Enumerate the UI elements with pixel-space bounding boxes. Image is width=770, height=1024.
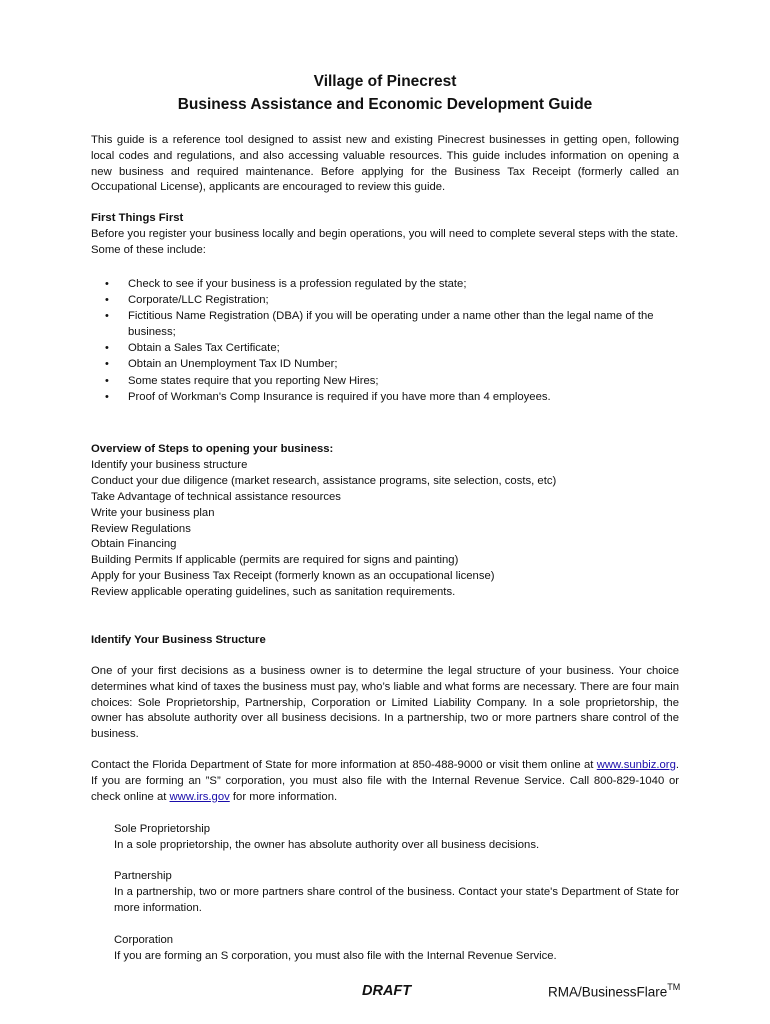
contact-text: Contact the Florida Department of State for more information at 850-488-9000 or visit them online at: [91, 759, 597, 771]
list-item: [91, 389, 679, 405]
structure-type-name: Partnership: [114, 870, 172, 882]
step-item: Review Regulations: [91, 522, 191, 535]
bullet-icon: •: [105, 390, 109, 403]
first-things-heading: First Things First: [91, 212, 184, 224]
list-item: [91, 276, 679, 292]
step-item: Write your business plan: [91, 506, 215, 519]
list-item-text: Some states require that you reporting New Hires;: [128, 374, 379, 387]
structure-type-name: Sole Proprietorship: [114, 823, 211, 835]
bullet-icon: •: [105, 294, 109, 307]
bullet-icon: •: [105, 342, 109, 355]
list-item-text: Corporate/LLC Registration;: [128, 294, 269, 307]
document-title: Village of Pinecrest: [313, 73, 457, 90]
structure-paragraph: One of your first decisions as a business owner is to determine the legal structure of your business. Your choice determines what kind of taxes the business must pay, who’s liable and what forms are necessary. There are four main choices: Sole Proprietorship, Partnership, Corporation or Limited Liability Company. In a sole proprietorship, the owner has absolute authority over all business decisions. In a partnership, two or more partners share control of the business.: [91, 665, 679, 741]
step-item: Take Advantage of technical assistance resources: [91, 490, 341, 503]
list-item-text: Fictitious Name Registration (DBA) if you will be operating under a name other than the legal name of the business;: [128, 310, 654, 339]
step-item: Review applicable operating guidelines, such as sanitation requirements.: [91, 586, 456, 599]
footer-brand-text: RMA/BusinessFlare: [548, 984, 668, 1000]
list-item-text: Check to see if your business is a profession regulated by the state;: [128, 278, 467, 290]
structure-type-name: Corporation: [114, 934, 174, 946]
bullet-icon: •: [105, 358, 109, 371]
sunbiz-link[interactable]: www.sunbiz.org: [596, 759, 676, 771]
sole-proprietorship-section: [114, 822, 679, 854]
step-item: Identify your business structure: [91, 458, 248, 471]
structure-type-desc: If you are forming an S corporation, you must also file with the Internal Revenue Service.: [114, 949, 557, 962]
corporation-section: [114, 933, 679, 965]
list-item: [91, 340, 679, 356]
step-item: Building Permits If applicable (permits are required for signs and painting): [91, 554, 459, 567]
list-item: [91, 373, 679, 389]
structure-heading: Identify Your Business Structure: [91, 634, 266, 646]
partnership-section: [114, 869, 679, 916]
contact-paragraph: [91, 758, 679, 805]
step-item: Obtain Financing: [91, 538, 177, 551]
list-item: [91, 292, 679, 308]
list-item: [91, 356, 679, 372]
structure-type-desc: In a partnership, two or more partners share control of the business. Contact your state's Department of State for more information.: [114, 885, 679, 914]
step-item: Conduct your due diligence (market research, assistance programs, site selection, costs, etc): [91, 474, 557, 487]
bullet-icon: •: [105, 310, 109, 323]
first-things-body: Before you register your business locally and begin operations, you will need to complete several steps with the state. Some of these include:: [91, 228, 679, 256]
overview-steps: [91, 442, 679, 601]
list-item-text: Proof of Workman's Comp Insurance is required if you have more than 4 employees.: [128, 390, 551, 403]
intro-paragraph: This guide is a reference tool designed to assist new and existing Pinecrest businesses in getting open, following local codes and regulations, and also accessing valuable resources. This guide includes information on opening a new business and required maintenance. Before applying for the Business Tax Receipt (formerly called an Occupational License), applicants are encouraged to review this guide.: [91, 134, 679, 194]
list-item-text: Obtain an Unemployment Tax ID Number;: [128, 358, 338, 371]
contact-text: for more information.: [229, 790, 338, 803]
requirements-list: [91, 276, 679, 405]
bullet-icon: •: [105, 374, 109, 387]
irs-link[interactable]: www.irs.gov: [169, 790, 230, 803]
draft-label: DRAFT: [362, 983, 412, 999]
trademark-mark: TM: [667, 982, 681, 992]
structure-type-desc: In a sole proprietorship, the owner has absolute authority over all business decisions.: [114, 838, 540, 851]
document-subtitle: Business Assistance and Economic Development Guide: [177, 96, 593, 113]
overview-heading: Overview of Steps to opening your business:: [91, 443, 334, 455]
footer-brand: [548, 983, 680, 1000]
bullet-icon: •: [105, 278, 109, 290]
step-item: Apply for your Business Tax Receipt (formerly known as an occupational license): [91, 570, 495, 583]
list-item-text: Obtain a Sales Tax Certificate;: [128, 342, 280, 355]
list-item: [91, 308, 679, 340]
contact-text: . If you are forming an ”S” corporation, you must also file with the Internal Revenue Service. Call 800-829-1040 or check online at: [91, 759, 679, 803]
